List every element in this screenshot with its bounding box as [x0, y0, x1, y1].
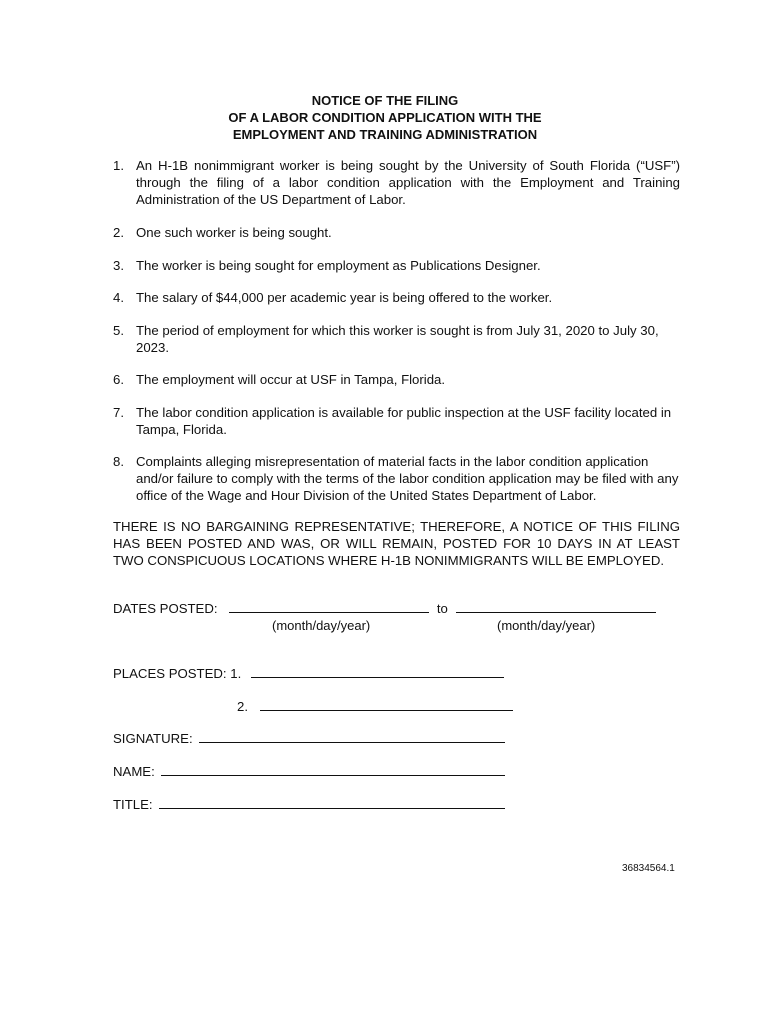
item-number: 8.: [113, 454, 124, 469]
date-to-field[interactable]: [456, 600, 656, 613]
name-label: NAME:: [113, 764, 155, 779]
title-label: TITLE:: [113, 797, 153, 812]
item-number: 7.: [113, 405, 124, 420]
item-text: One such worker is being sought.: [136, 225, 332, 240]
date-to-hint: (month/day/year): [497, 618, 596, 633]
document-title: [0, 92, 770, 143]
places-posted-row-1: [113, 665, 504, 682]
signature-row: [113, 730, 505, 747]
list-item: [113, 157, 680, 208]
title-field[interactable]: [159, 796, 505, 809]
signature-field[interactable]: [199, 730, 505, 743]
dates-posted-label: DATES POSTED:: [113, 601, 218, 616]
item-number: 2.: [113, 225, 124, 240]
list-item: [113, 404, 680, 438]
list-item: [113, 257, 680, 274]
item-text: The period of employment for which this worker is sought is from July 31, 2020 to July 30, 2023.: [136, 323, 659, 355]
document-id: 36834564.1: [622, 863, 675, 874]
list-item: [113, 289, 680, 306]
place-1-field[interactable]: [251, 665, 504, 678]
item-text: The salary of $44,000 per academic year is being offered to the worker.: [136, 290, 553, 305]
item-text: An H-1B nonimmigrant worker is being sought by the University of South Florida (“USF”) through the filing of a labor condition application with the Employment and Training Administration of the US Department of Labor.: [136, 158, 680, 207]
list-item: [113, 224, 680, 241]
title-row: [113, 796, 505, 813]
title-line-3: EMPLOYMENT AND TRAINING ADMINISTRATION: [232, 127, 538, 142]
list-item: [113, 322, 680, 356]
title-line-1: NOTICE OF THE FILING: [311, 93, 459, 108]
date-from-field[interactable]: [229, 600, 429, 613]
name-row: [113, 763, 505, 780]
name-field[interactable]: [161, 763, 505, 776]
place-2-number: 2.: [237, 699, 248, 714]
dates-posted-row: [113, 600, 656, 617]
item-text: The employment will occur at USF in Tampa, Florida.: [136, 372, 446, 387]
list-item: [113, 371, 680, 388]
item-text: The labor condition application is available for public inspection at the USF facility located in Tampa, Florida.: [136, 405, 672, 437]
item-number: 1.: [113, 158, 124, 173]
places-posted-label: PLACES POSTED: 1.: [113, 666, 242, 681]
item-number: 5.: [113, 323, 124, 338]
item-number: 6.: [113, 372, 124, 387]
date-from-hint: (month/day/year): [272, 618, 371, 633]
item-text: Complaints alleging misrepresentation of material facts in the labor condition application and/or failure to comply with the terms of the labor condition application may be filed with any office of the Wage and Hour Division of the United States Department of Labor.: [136, 454, 679, 503]
bargaining-notice: THERE IS NO BARGAINING REPRESENTATIVE; THEREFORE, A NOTICE OF THIS FILING HAS BEEN POSTED AND WAS, OR WILL REMAIN, POSTED FOR 10 DAYS IN AT LEAST TWO CONSPICUOUS LOCATIONS WHERE H-1B NONIMMIGRANTS WILL BE EMPLOYED.: [113, 519, 680, 568]
title-line-2: OF A LABOR CONDITION APPLICATION WITH THE: [228, 110, 542, 125]
item-number: 4.: [113, 290, 124, 305]
item-number: 3.: [113, 258, 124, 273]
place-2-field[interactable]: [260, 698, 513, 711]
dates-to-label: to: [436, 601, 448, 616]
places-posted-row-2: [237, 698, 513, 715]
list-item: [113, 453, 680, 504]
signature-label: SIGNATURE:: [113, 731, 193, 746]
item-text: The worker is being sought for employment as Publications Designer.: [136, 258, 541, 273]
